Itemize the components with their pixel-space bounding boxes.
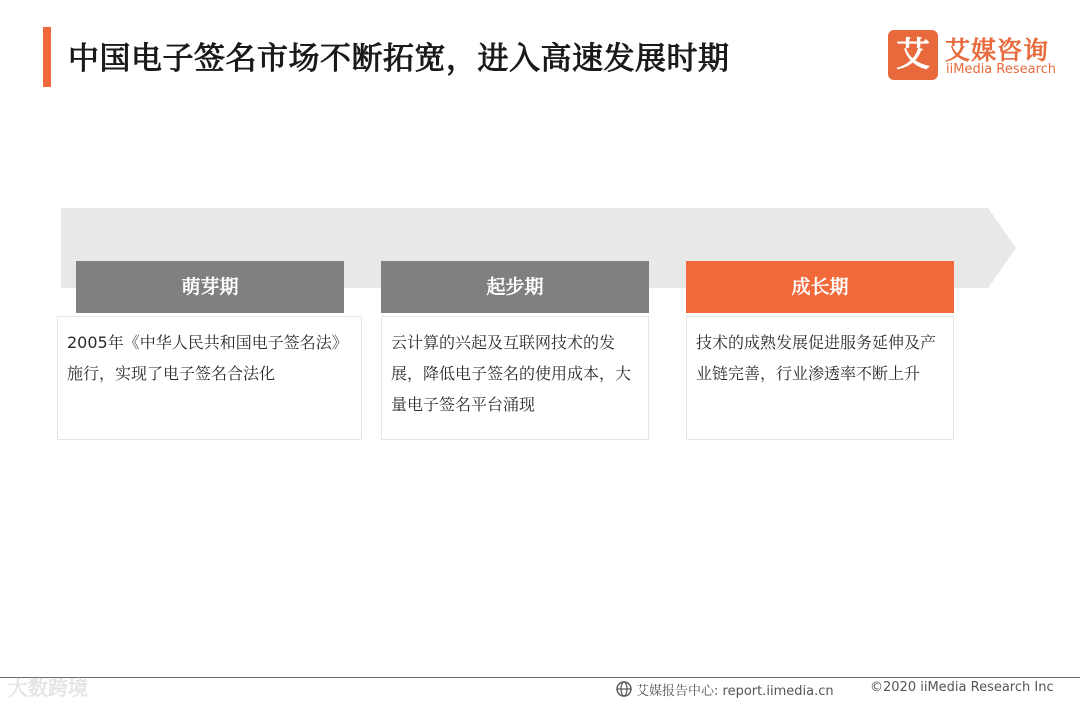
title-accent-bar	[43, 27, 51, 87]
iimedia-logo	[888, 30, 1063, 82]
footer-source: 艾媒报告中心: report.iimedia.cn	[636, 684, 834, 699]
stage-header-growth: 成长期	[686, 261, 954, 313]
globe-icon	[616, 681, 632, 697]
stage-header-start: 起步期	[381, 261, 649, 313]
stage-description-growth: 技术的成熟发展促进服务延伸及产业链完善，行业渗透率不断上升	[686, 316, 954, 440]
stage-header-sprout: 萌芽期	[76, 261, 344, 313]
stage-description-start: 云计算的兴起及互联网技术的发展，降低电子签名的使用成本，大量电子签名平台涌现	[381, 316, 649, 440]
page-title: 中国电子签名市场不断拓宽，进入高速发展时期	[68, 41, 730, 77]
watermark: 大数跨境	[8, 676, 88, 700]
footer-copyright: ©2020 iiMedia Research Inc	[870, 680, 1054, 695]
stage-description-sprout: 2005年《中华人民共和国电子签名法》施行，实现了电子签名合法化	[57, 316, 362, 440]
footer-divider	[0, 677, 1080, 678]
logo-mark-icon: 艾	[888, 30, 938, 80]
logo-english-name: iiMedia Research	[946, 62, 1057, 77]
logo-chinese-name: 艾媒咨询	[945, 36, 1050, 65]
